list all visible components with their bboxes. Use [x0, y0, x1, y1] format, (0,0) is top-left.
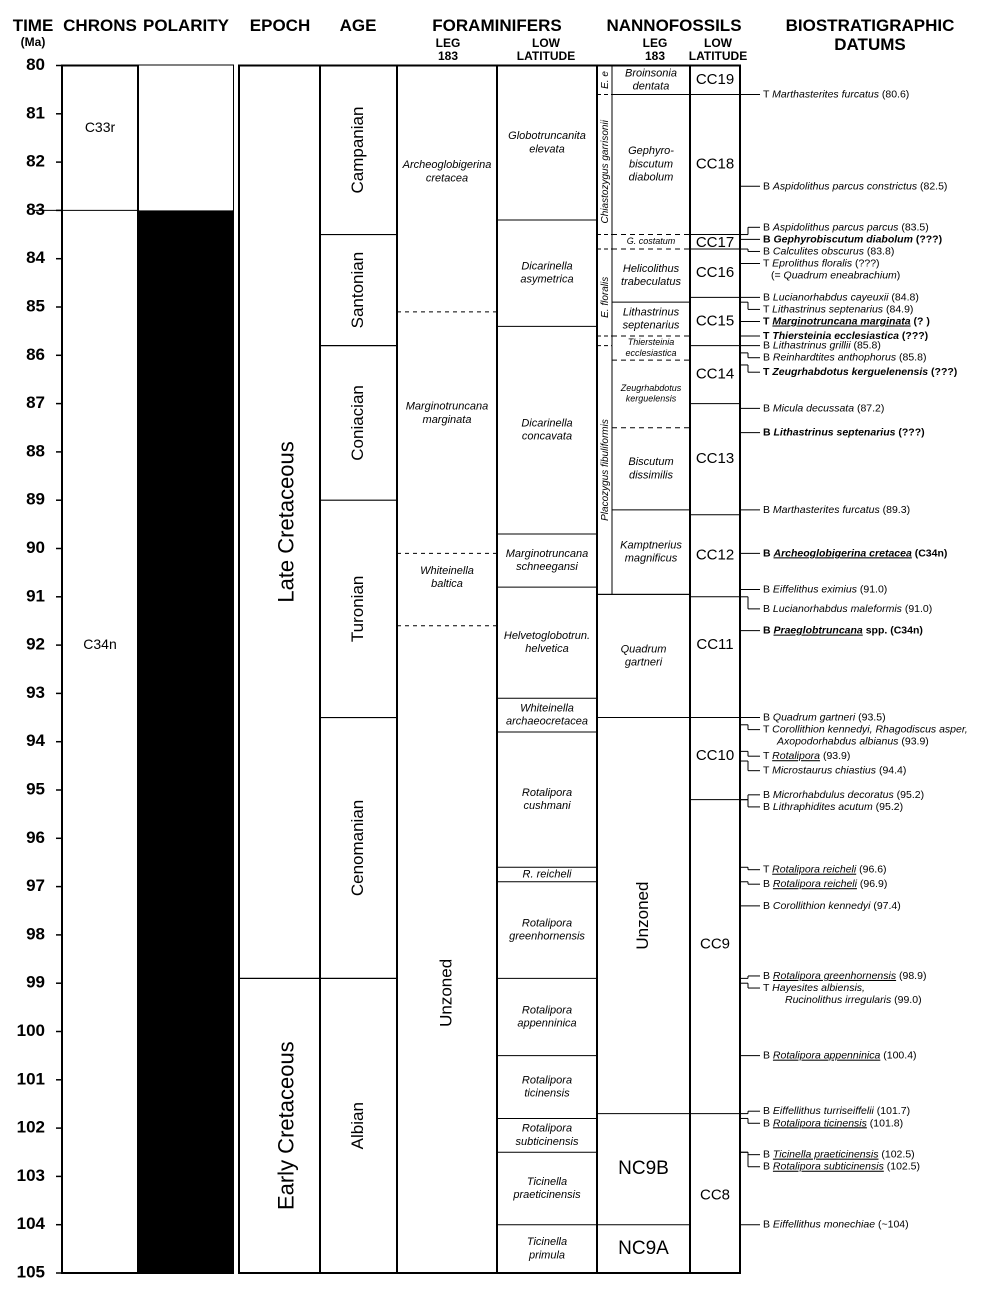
datum-label-part: (102.5)	[883, 1160, 921, 1173]
datum-label-part: Lucianorhabdus cayeuxii	[772, 291, 889, 304]
epoch-label: Late Cretaceous	[273, 441, 299, 603]
foram-low-zone: Marginotruncana	[505, 547, 589, 560]
foram-low-zone: Dicarinella	[521, 417, 573, 430]
datum-label-part: (98.9)	[896, 969, 927, 982]
foram-low-zone: elevata	[529, 143, 565, 156]
time-tick-label: 101	[16, 1069, 45, 1089]
datum-label-part: B	[763, 547, 774, 560]
foram-low-zone: archaeocretacea	[506, 715, 588, 728]
nanno-low-zone: CC12	[695, 546, 735, 564]
datum-label	[763, 624, 923, 636]
datum-label-part: Gephyrobiscutum diabolum	[773, 233, 913, 246]
nanno-leg183-zone: Gephyro-	[628, 145, 674, 158]
header-foram-leg183: LEG 183	[435, 36, 461, 63]
nanno-low-zone: CC19	[695, 70, 735, 88]
datum-label-part: (???)	[895, 426, 925, 439]
datum-label-part: Microrhabdulus decoratus	[772, 788, 894, 801]
nanno-leg183-zone: Kamptnerius	[620, 539, 682, 552]
datum-label-part: (???)	[852, 257, 880, 270]
foram-low-zone: Rotalipora	[521, 917, 573, 930]
datum-label-part: B	[763, 503, 773, 516]
datum-label	[763, 970, 926, 982]
datum-label-part: Lithraphidites acutum	[772, 800, 873, 813]
nanno-leg183-zone: G. costatum	[626, 236, 676, 247]
datum-label-part: Lucianorhabdus maleformis	[772, 602, 902, 615]
datum-label	[763, 1049, 917, 1061]
time-tick-label: 95	[26, 779, 45, 799]
datum-label-part: B	[763, 583, 773, 596]
datum-label	[763, 711, 886, 723]
chron-label: C34n	[83, 635, 117, 652]
time-tick-label: 86	[26, 344, 45, 364]
datum-label-part: (84.8)	[888, 291, 919, 304]
datum-label-part: (~104)	[875, 1218, 909, 1231]
nanno-leg183-zone: magnificus	[624, 552, 678, 565]
foram-low-zone: concavata	[521, 430, 573, 443]
datum-label-part: (94.4)	[876, 764, 907, 777]
age-label: Turonian	[347, 575, 367, 643]
datum-label-part: (101.7)	[873, 1104, 911, 1117]
datum-label-part: (=	[771, 269, 784, 282]
time-tick-label: 90	[26, 537, 45, 557]
header-biostratigraphic-datums: BIOSTRATIGRAPHIC DATUMS	[785, 16, 955, 54]
datum-label-part: (85.8)	[896, 351, 927, 364]
header-time: TIME	[12, 16, 54, 35]
nanno-leg183-zone: Thiersteinia	[627, 337, 675, 348]
time-tick-label: 100	[16, 1020, 45, 1040]
datum-label-part: B	[763, 402, 773, 415]
datum-label	[763, 221, 929, 233]
age-label: Campanian	[347, 106, 367, 194]
datum-label-part: Rotalipora subticinensis	[772, 1160, 884, 1173]
time-tick-label: 102	[16, 1117, 45, 1137]
datum-label-part: Eiffelithus eximius	[772, 583, 857, 596]
datum-label-part: (???)	[928, 365, 958, 378]
datum-label-part: Axopodorhabdus albianus	[777, 735, 899, 748]
nanno-low-zone: CC14	[695, 365, 735, 383]
age-label: Santonian	[347, 251, 367, 329]
datum-label-part: (97.4)	[870, 899, 901, 912]
datum-label-part: Thiersteinia ecclesiastica	[772, 329, 899, 342]
nanno-side-zone: E. e	[600, 71, 612, 89]
datum-label-part: Eiffellithus monechiae	[772, 1218, 876, 1231]
datum-label-part: B	[763, 1049, 773, 1062]
datum-label-part: (99.0)	[891, 993, 922, 1006]
foram-low-zone: Ticinella	[526, 1175, 568, 1188]
datum-label-part: Aspidolithus parcus constrictus	[772, 180, 918, 193]
datum-label	[763, 402, 884, 414]
datum-label-part: B	[763, 245, 773, 258]
datum-label-part: B	[763, 711, 773, 724]
datum-label	[763, 426, 925, 438]
nanno-leg183-zone: Broinsonia	[625, 67, 677, 80]
datum-label	[763, 303, 913, 315]
time-tick-label: 80	[26, 54, 45, 74]
epoch-label: Early Cretaceous	[273, 1041, 299, 1211]
datum-label-part: (91.0)	[901, 602, 933, 615]
datum-label-part: T	[763, 88, 773, 101]
chrons-column	[62, 66, 138, 1274]
age-column	[320, 66, 397, 1274]
foram-leg183-column	[397, 66, 497, 1274]
nanno-leg183-column	[597, 66, 690, 1274]
nanno-leg183-zone: biscutum	[628, 158, 674, 171]
time-tick-label: 96	[26, 827, 45, 847]
foram-low-zone: helvetica	[525, 643, 569, 656]
header-polarity: POLARITY	[143, 16, 229, 35]
foram-low-zone: praeticinensis	[513, 1188, 581, 1201]
nanno-leg183-zone: septenarius	[622, 319, 680, 332]
datum-label-part: )	[896, 269, 901, 282]
time-tick-label: 92	[26, 634, 45, 654]
datum-label-part: T	[763, 365, 773, 378]
foram-low-zone: Dicarinella	[521, 260, 573, 273]
nanno-leg183-zone: gartneri	[624, 656, 663, 669]
datum-label	[763, 789, 924, 801]
datum-label-part: (93.9)	[820, 749, 851, 762]
foram-leg183-zone: Whiteinella	[420, 564, 474, 577]
datum-label	[771, 269, 900, 281]
nanno-leg183-zone: dentata	[632, 80, 670, 93]
datum-label	[763, 1117, 903, 1129]
nanno-leg183-zone: NC9A	[618, 1237, 669, 1259]
datum-label-part: B	[763, 1160, 773, 1173]
datum-label-part: T	[763, 257, 773, 270]
datum-label-part: Marginotruncana marginata	[772, 315, 911, 328]
datum-label-part: B	[763, 351, 773, 364]
datum-label-part: (95.2)	[893, 788, 925, 801]
datum-label-part: (85.8)	[850, 339, 881, 352]
datum-label-part: (???)	[899, 329, 929, 342]
time-tick-label: 84	[26, 248, 45, 268]
foram-leg183-zone: baltica	[431, 577, 463, 590]
datum-label-part: B	[763, 221, 773, 234]
datum-label	[763, 982, 865, 994]
foram-low-zone: primula	[528, 1249, 566, 1262]
datum-label-part: B	[763, 1148, 773, 1161]
nanno-side-zone: Chiastozygus garrisonii	[600, 120, 612, 224]
time-tick-label: 91	[26, 586, 45, 606]
foram-low-zone: ticinensis	[524, 1087, 570, 1100]
foram-low-zone: cushmani	[523, 800, 571, 813]
datum-label-part: (80.6)	[878, 88, 910, 101]
time-tick-label: 82	[26, 151, 45, 171]
age-label: Coniacian	[347, 385, 367, 461]
time-tick-label: 104	[16, 1214, 45, 1234]
datum-label-part: (83.5)	[898, 221, 929, 234]
datum-label-part: Aspidolithus parcus parcus	[772, 221, 899, 234]
datum-label-part: T	[763, 981, 773, 994]
datum-label-part: T	[763, 749, 773, 762]
foram-low-zone: Rotalipora	[521, 1004, 573, 1017]
datum-label-part: (82.5)	[917, 180, 948, 193]
datum-label-part: (? )	[910, 315, 930, 328]
time-tick-label: 81	[26, 103, 45, 123]
datum-label	[763, 180, 947, 192]
nanno-low-zone: CC10	[695, 747, 735, 765]
nanno-low-zone: CC15	[695, 312, 735, 330]
datum-label-part: (84.9)	[883, 303, 914, 316]
datum-label-part: (100.4)	[880, 1049, 917, 1062]
datum-label-part: T	[763, 863, 773, 876]
nanno-low-zone: CC16	[695, 264, 735, 282]
foram-leg183-zone: Unzoned	[436, 958, 456, 1027]
nanno-leg183-zone: Unzoned	[632, 881, 652, 950]
datum-label	[763, 801, 903, 813]
datum-label-part: Lithastrinus grillii	[772, 339, 851, 352]
datum-label	[763, 1161, 920, 1173]
datum-label	[763, 233, 942, 245]
datum-label-part: Lithastrinus septenarius	[773, 426, 896, 439]
time-tick-label: 97	[26, 876, 45, 896]
time-tick-label: 89	[26, 489, 45, 509]
foram-low-zone: R. reicheli	[522, 868, 572, 881]
foram-low-zone: appenninica	[517, 1017, 577, 1030]
datum-label	[763, 366, 957, 378]
datum-label-part: Rotalipora appenninica	[772, 1049, 881, 1062]
datum-label	[763, 339, 881, 351]
datum-label-part: Calculites obscurus	[772, 245, 864, 258]
datum-label-part: Corollithion kennedyi, Rhagodiscus asper,	[772, 723, 968, 736]
foram-low-zone: Rotalipora	[521, 786, 573, 799]
datum-label-part: Corollithion kennedyi	[772, 899, 871, 912]
header-nanno-leg183: LEG 183	[642, 36, 668, 63]
datum-label-part: (89.3)	[879, 503, 911, 516]
datum-label-part: Archeoglobigerina cretacea	[773, 547, 912, 560]
foram-low-zone: greenhornensis	[509, 930, 585, 943]
foram-low-zone: Globotruncanita	[508, 130, 586, 143]
datum-label-part: B	[763, 624, 774, 637]
datum-label-part: B	[763, 1117, 773, 1130]
header-epoch: EPOCH	[249, 16, 311, 35]
datum-label-part: Micula decussata	[772, 402, 855, 415]
time-tick-label: 93	[26, 682, 45, 702]
datum-label-part: Praeglobtruncana	[773, 624, 863, 637]
time-tick-label: 83	[26, 199, 45, 219]
foram-leg183-zone: cretacea	[425, 172, 469, 185]
datum-label	[763, 1218, 909, 1230]
nanno-leg183-zone: trabeculatus	[621, 276, 681, 289]
nanno-leg183-zone: dissimilis	[629, 469, 673, 482]
datum-label-part: T	[763, 303, 773, 316]
datum-label	[763, 351, 926, 363]
datum-label-part: B	[763, 339, 773, 352]
nanno-leg183-zone: Biscutum	[628, 456, 674, 469]
datum-label-part: B	[763, 180, 773, 193]
datum-label-part: Ticinella praeticinensis	[772, 1148, 879, 1161]
nanno-side-zone: E. floralis	[600, 276, 612, 318]
nanno-low-zone: CC9	[699, 935, 731, 953]
nanno-leg183-zone: NC9B	[618, 1158, 669, 1180]
datum-label	[763, 863, 887, 875]
age-label: Albian	[347, 1102, 367, 1150]
datum-label	[763, 257, 880, 269]
foram-low-zone: schneegansi	[516, 561, 578, 574]
datum-label-part: B	[763, 969, 773, 982]
header-chrons: CHRONS	[63, 16, 137, 35]
datum-label	[763, 750, 850, 762]
datum-label-part: (96.6)	[856, 863, 887, 876]
nanno-low-zone: CC11	[696, 636, 734, 654]
nanno-low-zone: CC17	[695, 233, 735, 251]
datum-label	[776, 735, 929, 747]
datum-label-part: (C34n)	[911, 547, 948, 560]
datum-label	[763, 245, 894, 257]
header-foraminifers: FORAMINIFERS	[432, 16, 562, 35]
nanno-low-zone: CC18	[695, 155, 735, 173]
time-tick-label: 87	[26, 393, 45, 413]
datum-label-part: Rotalipora reicheli	[772, 877, 857, 890]
datum-label-part: spp. (C34n)	[862, 624, 923, 637]
datum-label	[763, 878, 887, 890]
datum-label-part: Zeugrhabdotus kerguelenensis	[772, 365, 929, 378]
polarity-normal-band	[139, 210, 233, 1273]
foram-leg183-zone: Archeoglobigerina	[402, 159, 492, 172]
datum-label-part: B	[763, 602, 773, 615]
chron-label: C33r	[84, 118, 116, 135]
datum-label-part: Hayesites albiensis,	[772, 981, 865, 994]
datum-label-part: T	[763, 315, 773, 328]
datum-label-part: T	[763, 764, 773, 777]
datum-label-part: B	[763, 1218, 773, 1231]
datum-label	[763, 764, 906, 776]
datum-label-part: Rotalipora reicheli	[772, 863, 857, 876]
datum-label-part: Rotalipora ticinensis	[772, 1117, 867, 1130]
time-tick-label: 88	[26, 441, 45, 461]
datum-label-part: Rucinolithus irregularis	[785, 993, 892, 1006]
nanno-low-zone: CC8	[699, 1186, 731, 1204]
nanno-leg183-zone: Helicolithus	[622, 262, 680, 275]
header-nannofossils: NANNOFOSSILS	[606, 16, 742, 35]
datum-label-part: Lithastrinus septenarius	[772, 303, 884, 316]
datum-label-part: B	[763, 877, 773, 890]
foram-low-zone: Rotalipora	[521, 1122, 573, 1135]
datum-label	[763, 291, 919, 303]
datum-label-part: Microstaurus chiastius	[772, 764, 877, 777]
datum-label-part: Eiffellithus turriseiffelii	[772, 1104, 874, 1117]
nanno-leg183-zone: Quadrum	[620, 643, 667, 656]
datum-label-part: Reinhardtites anthophorus	[772, 351, 897, 364]
foram-leg183-zone: Marginotruncana	[405, 400, 489, 413]
datum-label-part: (91.0)	[856, 583, 888, 596]
datum-label-part: (83.8)	[863, 245, 895, 258]
datum-label	[785, 994, 922, 1006]
datum-label-part: B	[763, 426, 774, 439]
datum-label-part: Eprolithus floralis	[772, 257, 853, 270]
time-tick-label: 103	[16, 1165, 45, 1185]
nanno-leg183-zone: kerguelensis	[625, 393, 677, 404]
nanno-side-zone: Placozygus fibuliformis	[600, 419, 612, 521]
datum-label	[763, 504, 910, 516]
nanno-leg183-zone: diabolum	[628, 171, 674, 184]
datum-label-part: B	[763, 1104, 773, 1117]
foram-low-zone: Whiteinella	[520, 702, 574, 715]
datum-label-part: Marthasterites furcatus	[772, 88, 879, 101]
datum-label-part: Quadrum gartneri	[772, 711, 856, 724]
time-tick-label: 85	[26, 296, 45, 316]
datum-label-part: B	[763, 291, 773, 304]
datum-label-part: (93.9)	[898, 735, 929, 748]
header-foram-low-latitude: LOW LATITUDE	[516, 36, 576, 63]
foram-low-zone: Ticinella	[526, 1236, 568, 1249]
datum-label	[763, 315, 930, 327]
datum-label-part: (101.8)	[866, 1117, 904, 1130]
time-tick-label: 105	[16, 1262, 45, 1282]
datum-label-part: (93.5)	[855, 711, 886, 724]
datum-label-part: (96.9)	[856, 877, 888, 890]
datum-label-part: T	[763, 329, 773, 342]
nanno-low-zone: CC13	[695, 450, 735, 468]
datum-label	[763, 723, 968, 735]
datum-label-part: B	[763, 899, 773, 912]
datum-label-part: T	[763, 723, 773, 736]
datum-label-part: Quadrum eneabrachium	[783, 269, 897, 282]
foram-low-zone: asymetrica	[520, 273, 574, 286]
datum-label-part: B	[763, 788, 773, 801]
foram-low-zone: Helvetoglobotrun.	[503, 629, 591, 642]
age-label: Cenomanian	[347, 799, 367, 897]
foram-low-zone: Rotalipora	[521, 1074, 573, 1087]
datum-label-part: B	[763, 800, 773, 813]
header-age: AGE	[339, 16, 377, 35]
datum-label	[763, 900, 901, 912]
datum-label-part: (95.2)	[872, 800, 904, 813]
polarity-reversed-band	[139, 66, 233, 211]
nanno-leg183-zone: Zeugrhabdotus	[620, 382, 682, 393]
datum-label-part: (102.5)	[878, 1148, 915, 1161]
time-tick-label: 99	[26, 972, 45, 992]
datum-label	[763, 1105, 910, 1117]
foram-low-zone: subticinensis	[515, 1135, 579, 1148]
header-time-unit: (Ma)	[20, 35, 46, 49]
datum-label	[763, 88, 909, 100]
nanno-leg183-zone: ecclesiastica	[625, 347, 677, 358]
time-tick-label: 94	[26, 731, 45, 751]
datum-label	[763, 603, 932, 615]
datum-label-part: (???)	[912, 233, 943, 246]
header-nanno-low-latitude: LOW LATITUDE	[688, 36, 748, 63]
datum-label-part: Rotalipora	[772, 749, 821, 762]
datum-label-part: Marthasterites furcatus	[772, 503, 880, 516]
nanno-leg183-zone: Lithastrinus	[622, 306, 680, 319]
datum-label-part: B	[763, 233, 774, 246]
datum-label-part: (87.2)	[854, 402, 885, 415]
datum-label	[763, 547, 947, 559]
time-tick-label: 98	[26, 924, 45, 944]
datum-label	[763, 583, 887, 595]
datum-label-part: Rotalipora greenhornensis	[772, 969, 897, 982]
foram-leg183-zone: marginata	[422, 413, 472, 426]
datum-label	[763, 1148, 915, 1160]
